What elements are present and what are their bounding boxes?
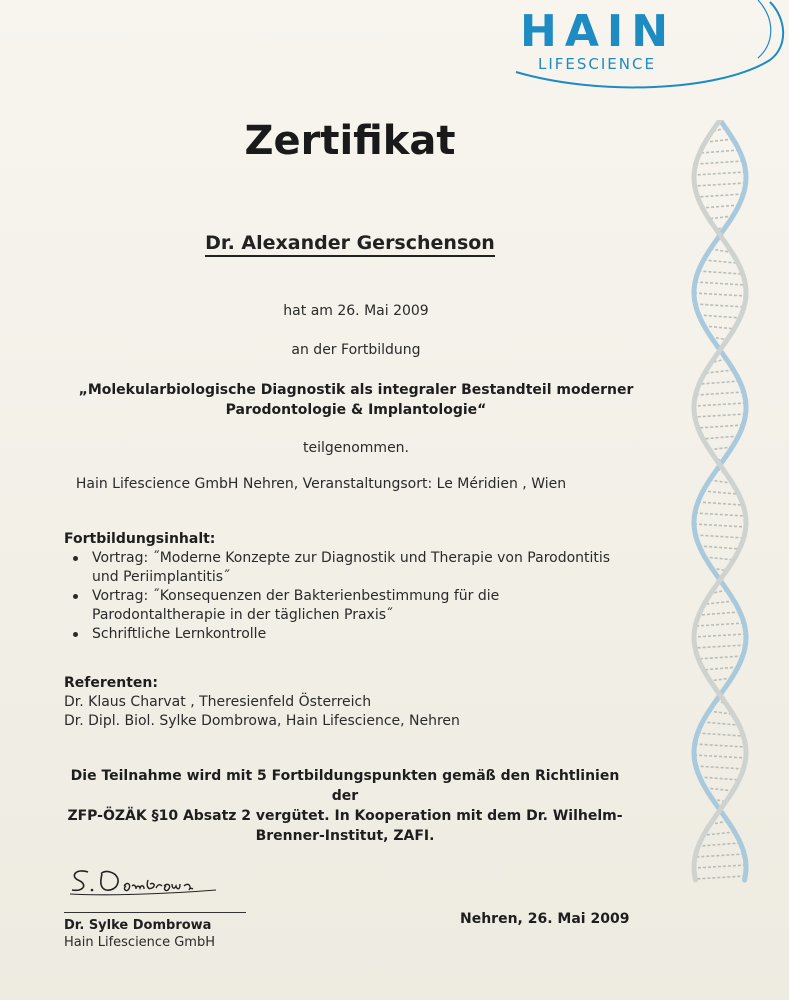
list-item: Vortrag: ˝Moderne Konzepte zur Diagnostik und Therapie von Parodontitis und Periimplantitis˝ — [64, 549, 610, 587]
signature-line — [64, 912, 246, 913]
speakers-heading: Referenten: — [64, 675, 158, 691]
date-line: hat am 26. Mai 2009 — [283, 303, 429, 319]
speaker-item: Dr. Klaus Charvat , Theresienfeld Österreich — [64, 694, 372, 710]
signer-name: Dr. Sylke Dombrowa — [64, 918, 212, 933]
contents-list — [64, 549, 610, 644]
signer-company: Hain Lifescience GmbH — [64, 935, 215, 950]
place-and-date: Nehren, 26. Mai 2009 — [460, 911, 630, 927]
course-contents — [64, 530, 610, 644]
organizer-line: Hain Lifescience GmbH Nehren, Veranstaltungsort: Le Méridien , Wien — [75, 476, 567, 492]
contents-heading: Fortbildungsinhalt: — [64, 531, 216, 547]
logo-subtitle: LIFESCIENCE — [538, 55, 656, 73]
credit-notice: Die Teilnahme wird mit 5 Fortbildungspunkten gemäß den Richtlinien der ZFP-ÖZÄK §10 Absatz 2 vergütet. In Kooperation mit dem Dr. Wilhelm- Brenner-Institut, ZAFI. — [67, 768, 623, 844]
recipient-name: Dr. Alexander Gerschenson — [0, 232, 700, 254]
handwritten-signature — [66, 862, 226, 898]
participated-text: teilgenommen. — [302, 440, 410, 456]
hain-lifescience-logo — [508, 0, 789, 95]
speakers — [64, 674, 460, 731]
course-title: „Molekularbiologische Diagnostik als integraler Bestandteil moderner Parodontologie & Implantologie“ — [78, 382, 634, 418]
speaker-item: Dr. Dipl. Biol. Sylke Dombrowa, Hain Lifescience, Nehren — [64, 713, 460, 729]
list-item: Vortrag: ˝Konsequenzen der Bakterienbestimmung für die Parodontaltherapie in der täglichen Praxis˝ — [64, 587, 610, 625]
certificate-title: Zertifikat — [244, 118, 456, 164]
logo-wordmark: HAIN — [520, 6, 677, 57]
event-intro: an der Fortbildung — [291, 342, 421, 358]
list-item: Schriftliche Lernkontrolle — [64, 625, 610, 644]
